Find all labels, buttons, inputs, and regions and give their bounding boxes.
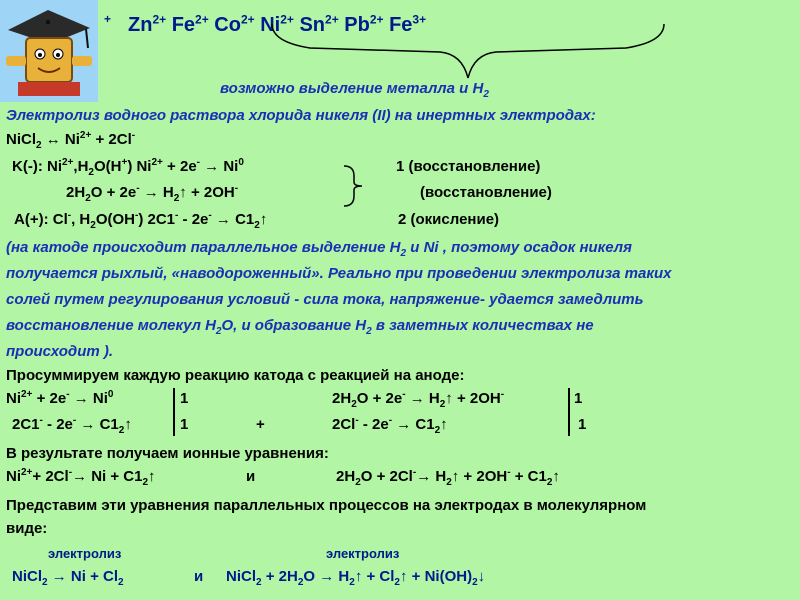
sum-row-2-plus: + xyxy=(256,416,265,433)
cathode-equation-2: $2H_2O + 2e^-$ → $H_2↑ + 2OH^-$ xyxy=(66,183,239,204)
blue-paragraph-line-5: происходит ). xyxy=(6,343,114,360)
anode-equation: A(+): Cl-, $H_2O(OH^-)$ $2C1^- - 2e^- \to C1_2↑$ xyxy=(14,210,268,231)
intro-line: Электролиз водного раствора хлорида никеля (II) на инертных электродах: xyxy=(6,107,596,124)
ionic-equation-1: $Ni^{2+}+ 2Cl^-\to Ni$ + $C1_2↑$ xyxy=(6,467,156,488)
electrolysis-label-1: электролиз xyxy=(48,546,122,561)
molecular-equation-1: NiCl$_2$ → $Ni + Cl_2$ xyxy=(12,568,124,588)
molecular-title-cont: виде: xyxy=(6,520,48,537)
teacher-mascot-image xyxy=(0,0,98,102)
ion-1: $Fe^{2+}$ xyxy=(171,12,209,36)
ion-3: $Ni^{2+}$ xyxy=(260,12,294,36)
molecular-equation-2: NiCl$_2$ + $2H_2O$ → $H_2↑$ + $Cl_2↑$ + $Ni(OH)_2↓$ xyxy=(226,568,486,588)
metal-deposition-note: возможно выделение металла и $Н_2$ xyxy=(220,80,489,100)
sum-row-1-right: $2H_2O + 2e^-$ → $H_2↑ + 2OH^-$ xyxy=(332,389,505,410)
cathode-note-1: 1 (восстановление) xyxy=(396,158,541,175)
ion-0: $Zn^{2+}$ xyxy=(128,12,167,36)
sum-title: Просуммируем каждую реакцию катода с реакцией на аноде: xyxy=(6,367,465,384)
ion-4: $Sn^{2+}$ xyxy=(299,12,339,36)
blue-paragraph-line-4: восстановление молекул $Н_2О$, и образование $Н_2$ в заметных количествах не xyxy=(6,317,594,337)
blue-paragraph-line-1: (на катоде происходит параллельное выделение $Н_2$ и Ni , поэтому осадок никеля xyxy=(6,239,632,259)
sum-row-1-coef-right: 1 xyxy=(574,390,583,407)
sum-row-1-coef-left: 1 xyxy=(180,390,189,407)
divider xyxy=(568,388,570,436)
ionic-title: В результате получаем ионные уравнения: xyxy=(6,445,329,462)
sum-row-2-left: $2C1^- - 2e^- \to C1_2↑$ xyxy=(12,415,132,436)
sum-row-2-coef-right: 1 xyxy=(578,416,587,433)
blue-paragraph-line-2: получается рыхлый, «наводороженный». Реально при проведении электролиза таких xyxy=(6,265,672,282)
brace-icon xyxy=(342,164,364,208)
ionic-equation-2: $2H_2O + 2Cl^-\to$ $H_2↑ + 2OH^-$ + $C1_2↑$ xyxy=(336,467,560,488)
divider xyxy=(173,388,175,436)
dissociation-equation: NiCl$_2$ ↔ $Ni^{2+} + 2Cl^-$ xyxy=(6,130,136,151)
anode-note: 2 (окисление) xyxy=(398,211,500,228)
clipped-charge: + xyxy=(104,12,112,26)
ion-5: $Pb^{2+}$ xyxy=(344,12,384,36)
electrolysis-label-2: электролиз xyxy=(326,546,400,561)
molecular-and: и xyxy=(194,568,204,585)
sum-row-2-right: $2Cl^- - 2e^- \to C1_2↑$ xyxy=(332,415,448,436)
cathode-note-2: (восстановление) xyxy=(420,184,552,201)
ion-2: $Co^{2+}$ xyxy=(214,12,255,36)
cathode-equation-1: K(-): $Ni^{2+},H_2O(H^+) Ni^{2+} + 2e^- \to Ni^0$ xyxy=(12,157,244,178)
sum-row-1-left: $Ni^{2+} + 2e^- \to Ni^0$ xyxy=(6,389,114,407)
molecular-title: Представим эти уравнения параллельных процессов на электродах в молекулярном xyxy=(6,497,647,514)
curly-brace-icon xyxy=(270,22,666,80)
ion-6: $Fe^{3+}$ xyxy=(389,12,427,36)
sum-row-2-coef-left: 1 xyxy=(180,416,189,433)
ionic-and: и xyxy=(246,468,256,485)
blue-paragraph-line-3: солей путем регулирования условий - сила тока, напряжение- удается замедлить xyxy=(6,291,644,308)
